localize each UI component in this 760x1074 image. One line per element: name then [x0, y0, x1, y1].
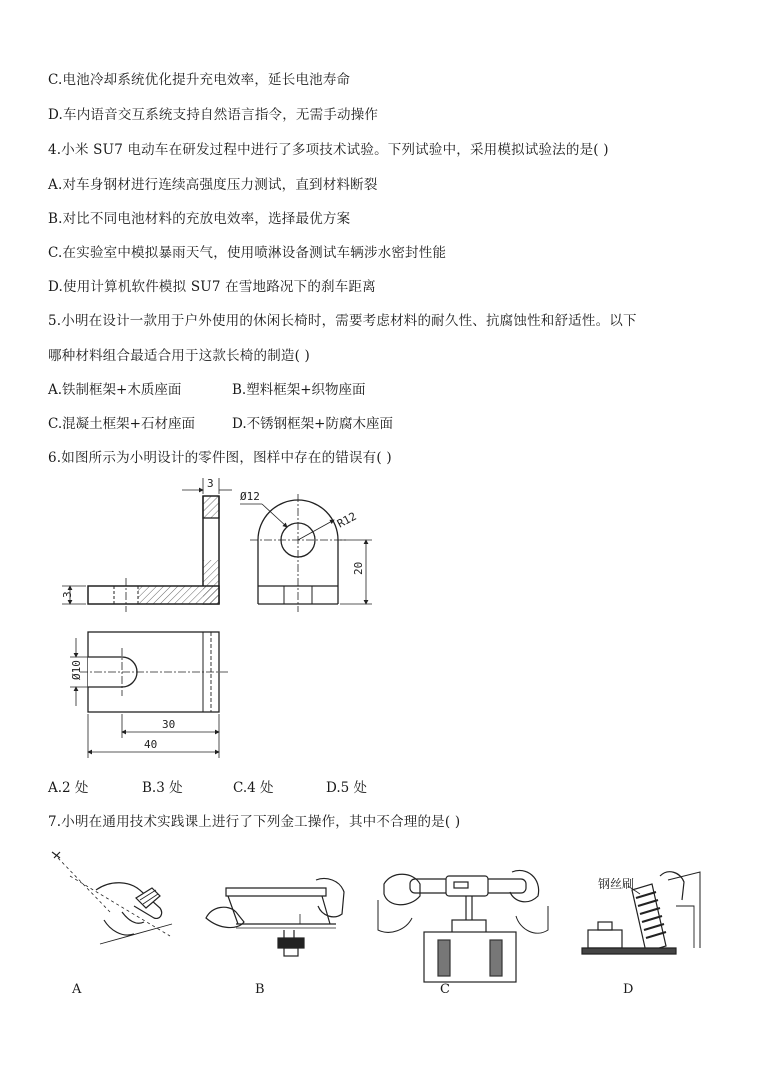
front-view: [62, 478, 232, 612]
q6-option-a: A.2 处: [48, 780, 89, 796]
pencil-marking-icon: [52, 852, 172, 944]
q5-option-b: B.塑料框架+织物座面: [232, 382, 366, 398]
dim-phi12: Ø12: [240, 490, 260, 503]
fig-label-b: B: [255, 982, 265, 997]
fig-label-d: D: [623, 982, 634, 997]
dim-20: 20: [352, 561, 365, 575]
question-6: 6.如图所示为小明设计的零件图，图样中存在的错误有( ): [48, 450, 392, 466]
question-5-line1: 5.小明在设计一款用于户外使用的休闲长椅时，需要考虑材料的耐久性、抗腐蚀性和舒适性。以下: [48, 313, 637, 329]
option-d-line: D.车内语音交互系统支持自然语言指令，无需手动操作: [48, 107, 379, 123]
q6-option-b: B.3 处: [142, 780, 183, 796]
question-7: 7.小明在通用技术实践课上进行了下列金工操作，其中不合理的是( ): [48, 814, 461, 830]
dim-3-top: 3: [207, 477, 214, 490]
fig-label-c: C: [440, 982, 450, 997]
q4-option-b: B.对比不同电池材料的充放电效率，选择最优方案: [48, 211, 351, 227]
option-c-line: C.电池冷却系统优化提升充电效率，延长电池寿命: [48, 72, 351, 88]
dim-r12: R12: [335, 509, 359, 531]
q5-option-d: D.不锈钢框架+防腐木座面: [232, 416, 393, 432]
dim-3-side: 3: [61, 591, 74, 598]
hacksaw-icon: [206, 879, 344, 957]
q4-option-d: D.使用计算机软件模拟 SU7 在雪地路况下的刹车距离: [48, 279, 376, 295]
q5-option-a: A.铁制框架+木质座面: [48, 382, 182, 398]
fig-label-a: A: [72, 982, 82, 997]
wire-brush-label: 钢丝刷: [598, 877, 635, 891]
tap-wrench-icon: [378, 870, 548, 982]
q6-option-d: D.5 处: [326, 780, 368, 796]
q4-option-a: A.对车身钢材进行连续高强度压力测试，直到材料断裂: [48, 177, 378, 193]
question-4: 4.小米 SU7 电动车在研发过程中进行了多项技术试验。下列试验中，采用模拟试验法的是( ): [48, 142, 609, 158]
dim-40: 40: [144, 738, 158, 751]
q6-option-c: C.4 处: [233, 780, 274, 796]
dim-30: 30: [162, 718, 176, 731]
question-5-line2: 哪种材料组合最适合用于这款长椅的制造( ): [48, 348, 311, 364]
q4-option-c: C.在实验室中模拟暴雨天气，使用喷淋设备测试车辆涉水密封性能: [48, 245, 447, 261]
q5-option-c: C.混凝土框架+石材座面: [48, 416, 195, 432]
dim-phi10: Ø10: [70, 660, 83, 680]
